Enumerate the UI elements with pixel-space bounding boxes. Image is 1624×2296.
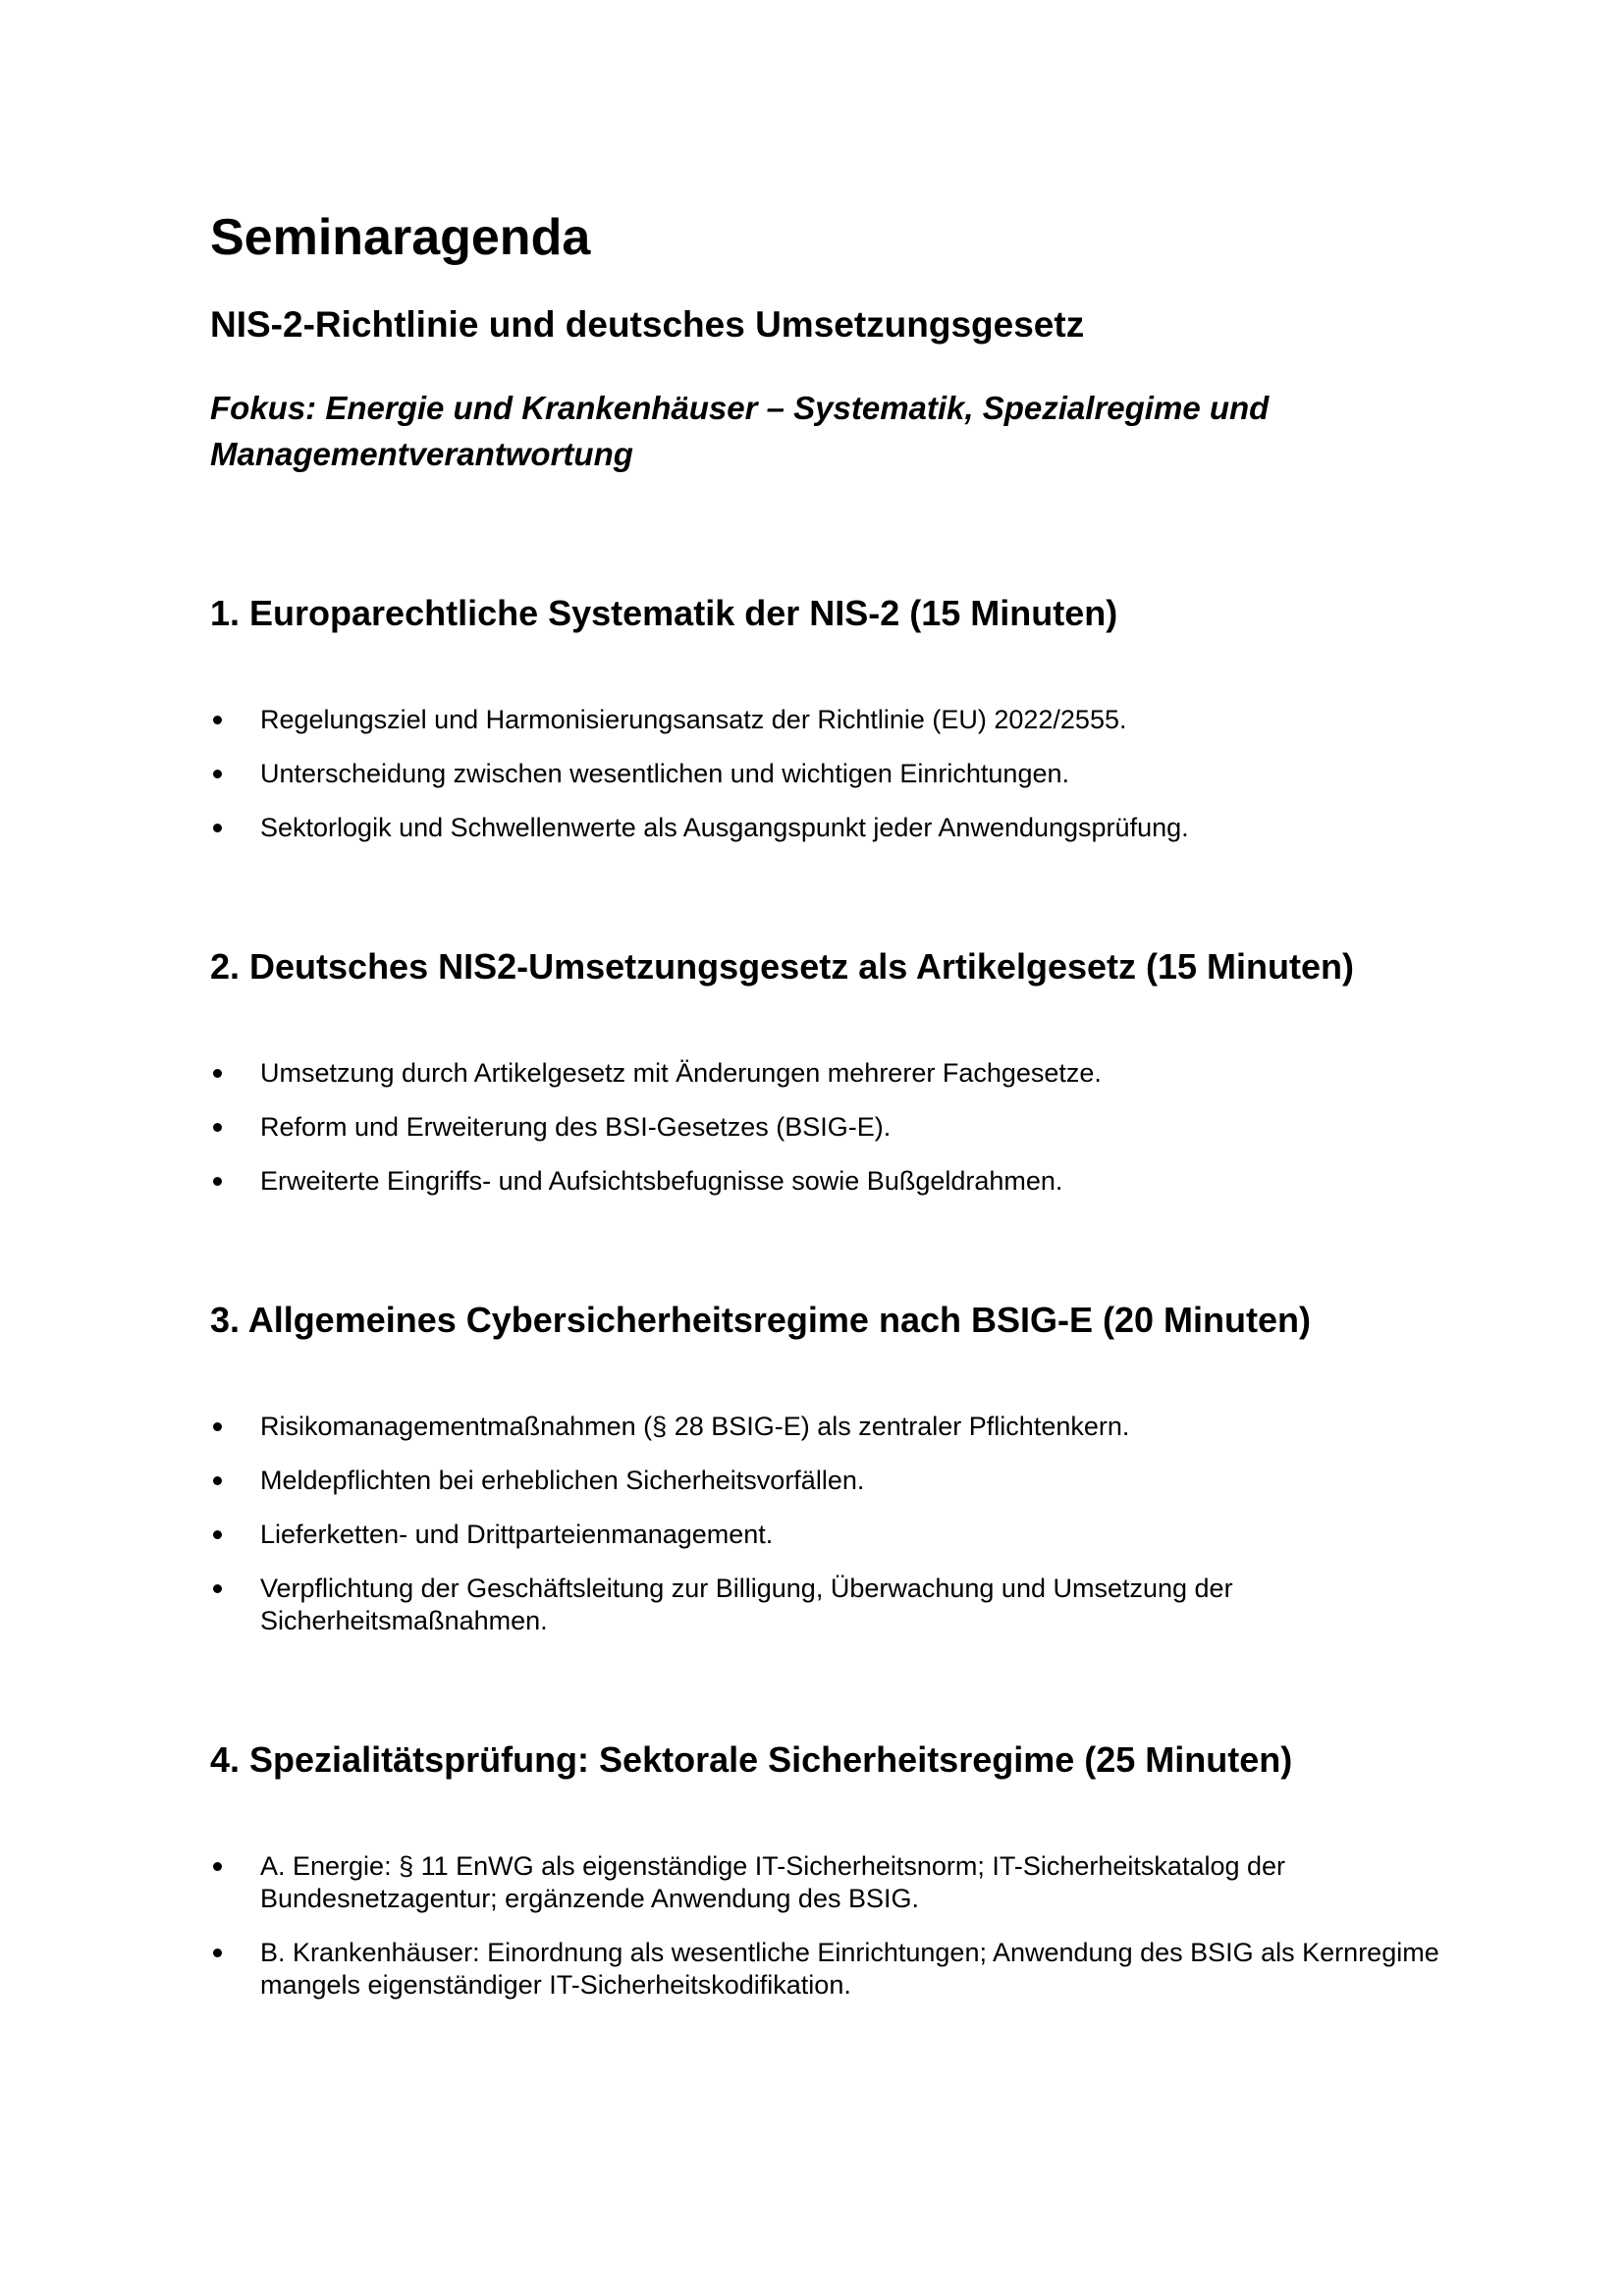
list-item-text: Erweiterte Eingriffs- und Aufsichtsbefugnisse sowie Bußgeldrahmen. [260, 1166, 1063, 1196]
list-item-text: Lieferketten- und Drittparteienmanagement. [260, 1520, 774, 1549]
section-3-bullet-list [210, 1411, 1447, 1637]
section-1-bullet-list [210, 704, 1447, 844]
bullet-icon [213, 1530, 222, 1539]
list-item-text: Verpflichtung der Geschäftsleitung zur Billigung, Überwachung und Umsetzung der Sicherheitsmaßnahmen. [260, 1574, 1233, 1635]
list-item-text: Meldepflichten bei erheblichen Sicherheitsvorfällen. [260, 1466, 865, 1495]
list-item [210, 704, 1447, 736]
section-2-heading: 2. Deutsches NIS2-Umsetzungsgesetz als Artikelgesetz (15 Minuten) [210, 946, 1354, 987]
bullet-icon [213, 1584, 222, 1593]
bullet-icon [213, 1862, 222, 1871]
bullet-icon [213, 1476, 222, 1485]
bullet-icon [213, 824, 222, 832]
list-item-text: Umsetzung durch Artikelgesetz mit Änderungen mehrerer Fachgesetze. [260, 1058, 1102, 1088]
bullet-icon [213, 1123, 222, 1132]
list-item-text: Reform und Erweiterung des BSI-Gesetzes (BSIG-E). [260, 1112, 892, 1142]
list-item [210, 1937, 1447, 2002]
bullet-icon [213, 1422, 222, 1431]
agenda-section-4 [210, 1732, 1447, 2002]
bullet-icon [213, 1069, 222, 1078]
list-item-text: Regelungsziel und Harmonisierungsansatz der Richtlinie (EU) 2022/2555. [260, 705, 1127, 734]
list-item-text: Risikomanagementmaßnahmen (§ 28 BSIG-E) als zentraler Pflichtenkern. [260, 1412, 1130, 1441]
list-item-text: Sektorlogik und Schwellenwerte als Ausgangspunkt jeder Anwendungsprüfung. [260, 813, 1189, 842]
bullet-icon [213, 770, 222, 778]
agenda-section-3 [210, 1292, 1447, 1637]
list-item [210, 1465, 1447, 1497]
document-subtitle: NIS-2-Richtlinie und deutsches Umsetzungsgesetz [210, 304, 1085, 345]
agenda-section-2 [210, 938, 1447, 1198]
list-item-text: B. Krankenhäuser: Einordnung als wesentliche Einrichtungen; Anwendung des BSIG als Kernregime mangels eigenständiger IT-Sicherheitskodifikation. [260, 1938, 1439, 2000]
page-title: Seminaragenda [210, 209, 591, 266]
list-item-text: A. Energie: § 11 EnWG als eigenständige IT-Sicherheitsnorm; IT-Sicherheitskatalog der Bundesnetzagentur; ergänzende Anwendung des BSIG. [260, 1851, 1286, 1913]
section-4-heading: 4. Spezialitätsprüfung: Sektorale Sicherheitsregime (25 Minuten) [210, 1739, 1293, 1780]
section-3-heading: 3. Allgemeines Cybersicherheitsregime nach BSIG-E (20 Minuten) [210, 1300, 1311, 1340]
list-item [210, 1111, 1447, 1144]
section-2-bullet-list [210, 1057, 1447, 1198]
bullet-icon [213, 1949, 222, 1957]
list-item [210, 812, 1447, 844]
list-item [210, 1850, 1447, 1915]
list-item [210, 1411, 1447, 1443]
list-item [210, 1057, 1447, 1090]
agenda-section-1 [210, 585, 1447, 844]
bullet-icon [213, 716, 222, 724]
section-4-bullet-list [210, 1850, 1447, 2002]
list-item-text: Unterscheidung zwischen wesentlichen und wichtigen Einrichtungen. [260, 759, 1069, 788]
list-item [210, 758, 1447, 790]
list-item [210, 1165, 1447, 1198]
bullet-icon [213, 1177, 222, 1186]
focus-subtitle: Fokus: Energie und Krankenhäuser – Systematik, Spezialregime und Managementverantwortung [210, 390, 1270, 472]
list-item [210, 1519, 1447, 1551]
list-item [210, 1573, 1447, 1637]
section-1-heading: 1. Europarechtliche Systematik der NIS-2 (15 Minuten) [210, 593, 1118, 633]
